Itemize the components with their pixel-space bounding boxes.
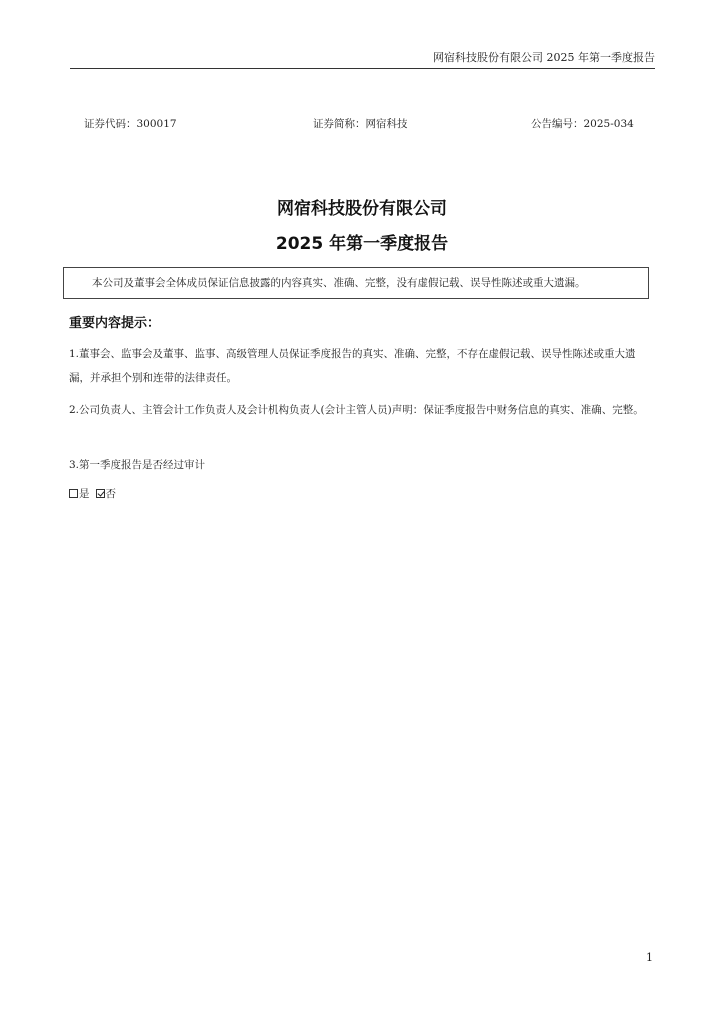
running-header-title: 网宿科技股份有限公司 2025 年第一季度报告: [433, 51, 655, 64]
important-notes-heading: 重要内容提示：: [69, 316, 161, 331]
important-item-1: 1.董事会、监事会及董事、监事、高级管理人员保证季度报告的真实、准确、完整，不存在虚假记载、误导性陈述或重大遗漏，并承担个别和连带的法律责任。: [69, 348, 636, 384]
important-item-2: 2.公司负责人、主管会计工作负责人及会计机构负责人(会计主管人员)声明：保证季度报告中财务信息的真实、准确、完整。: [69, 404, 644, 416]
page-number: 1: [646, 951, 653, 964]
audit-no-label: 否: [105, 488, 116, 500]
important-item-3: 3.第一季度报告是否经过审计: [69, 459, 206, 471]
security-short-name: 证券简称：网宿科技: [313, 118, 408, 130]
security-code: 证券代码：300017: [84, 118, 177, 130]
audit-no-checkbox-checked-icon: [96, 489, 105, 498]
assurance-notice-text: 本公司及董事会全体成员保证信息披露的内容真实、准确、完整，没有虚假记载、误导性陈述或重大遗漏。: [92, 277, 586, 289]
audit-yes-label: 是: [79, 488, 90, 500]
report-title: 2025 年第一季度报告: [275, 234, 449, 254]
announcement-number: 公告编号：2025-034: [531, 118, 634, 130]
company-title: 网宿科技股份有限公司: [277, 199, 447, 219]
assurance-notice-box: [63, 267, 649, 299]
running-header: [70, 50, 655, 69]
audit-choice: [69, 484, 116, 504]
audit-yes-checkbox-icon: [69, 489, 78, 498]
